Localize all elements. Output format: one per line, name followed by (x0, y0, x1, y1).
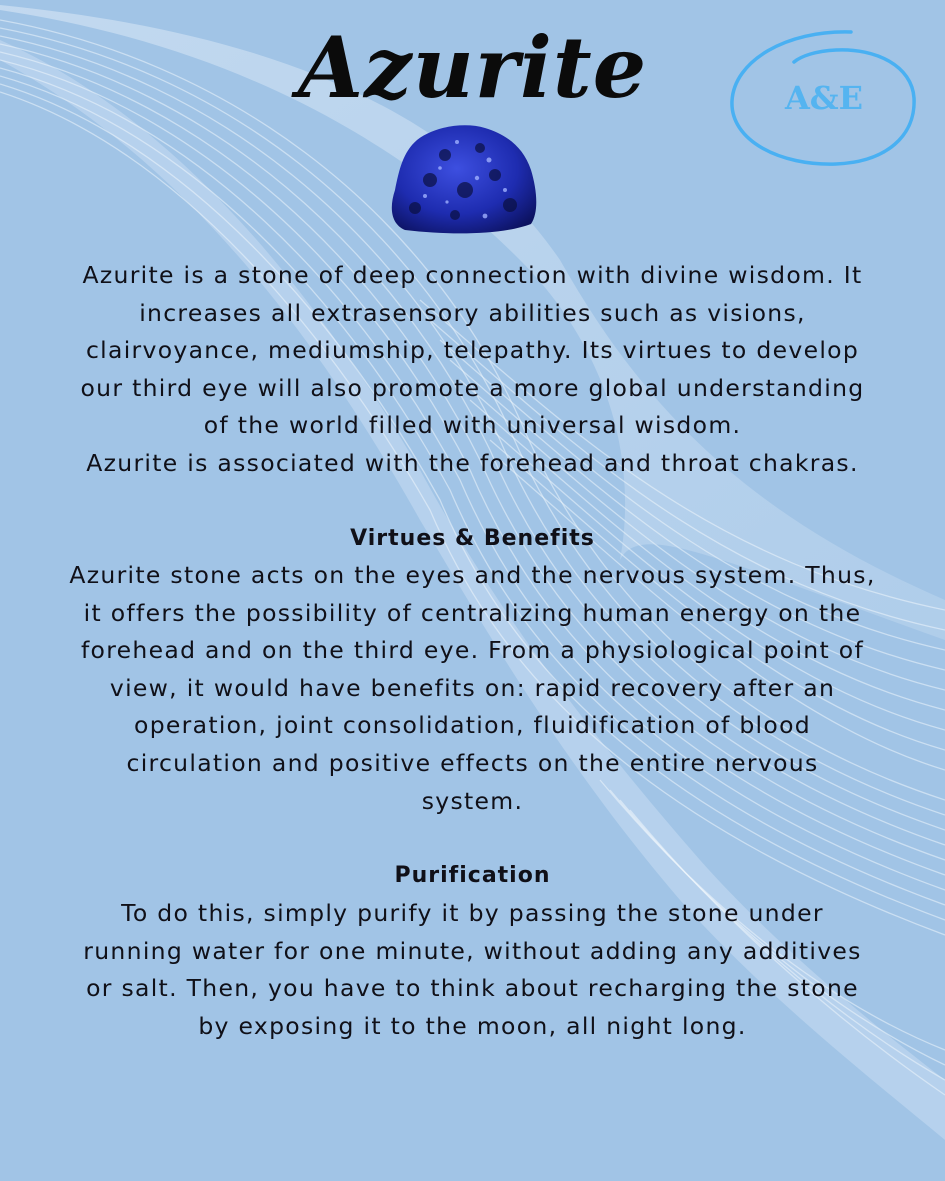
intro-line: Azurite is a stone of deep connection with divine wisdom. It (82, 261, 863, 289)
virtues-heading: Virtues & Benefits (350, 526, 595, 551)
intro-paragraph (20, 257, 925, 483)
virtues-line: it offers the possibility of centralizing human energy on the (83, 598, 862, 627)
brand-logo (726, 26, 918, 170)
virtues-line: Azurite stone acts on the eyes and the nervous system. Thus, (69, 561, 876, 589)
purification-line: by exposing it to the moon, all night long. (198, 1011, 747, 1040)
logo-text: A&E (784, 79, 864, 117)
purification-line: To do this, simply purify it by passing the stone under (121, 899, 824, 927)
intro-line: clairvoyance, mediumship, telepathy. Its virtues to develop (85, 336, 860, 365)
intro-line: of the world filled with universal wisdom. (203, 411, 742, 440)
virtues-line: forehead and on the third eye. From a physiological point of (80, 636, 865, 665)
virtues-line: system. (421, 786, 524, 815)
intro-line: our third eye will also promote a more global understanding (80, 373, 865, 402)
purification-heading: Purification (394, 863, 551, 888)
intro-line: Azurite is associated with the forehead and throat chakras. (86, 448, 859, 477)
purification-line: or salt. Then, you have to think about recharging the stone (86, 974, 859, 1003)
virtues-line: view, it would have benefits on: rapid recovery after an (109, 673, 836, 702)
azurite-stone-image (385, 120, 545, 236)
virtues-line: circulation and positive effects on the entire nervous (126, 748, 819, 777)
purification-paragraph (20, 895, 925, 1045)
intro-line: increases all extrasensory abilities such as visions, (139, 298, 806, 327)
page-title: Azurite (297, 18, 648, 117)
purification-line: running water for one minute, without adding any additives (83, 936, 862, 965)
virtues-paragraph (20, 557, 925, 820)
virtues-line: operation, joint consolidation, fluidification of blood (134, 711, 811, 740)
